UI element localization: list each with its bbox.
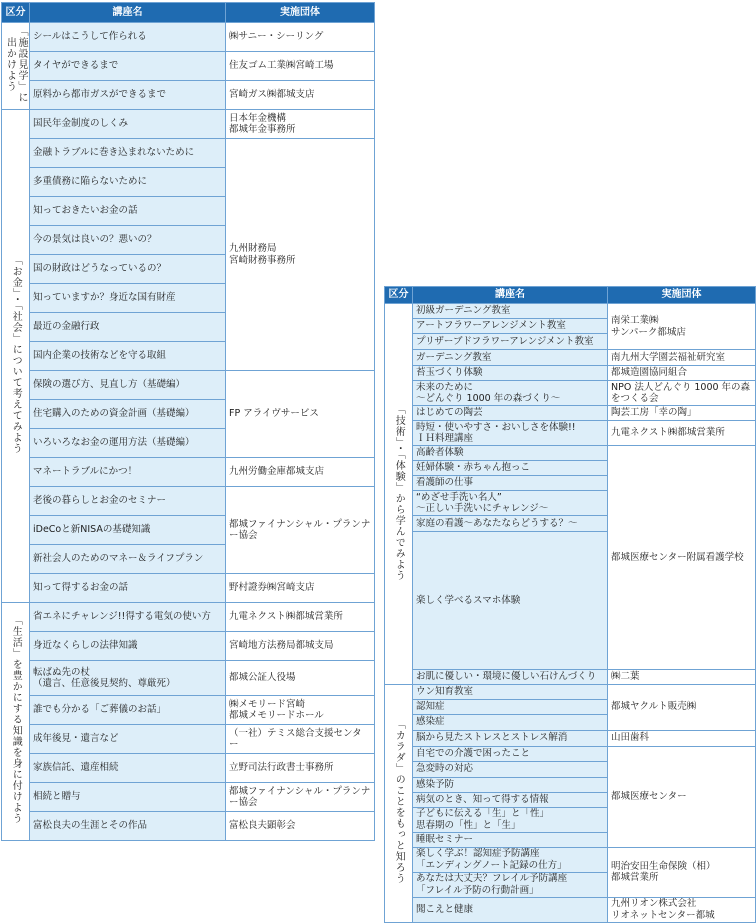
category-label-line: 「施設見学」に <box>16 25 27 103</box>
category-label <box>4 26 27 103</box>
organization-cell: 九州リオン株式会社 リオネットセンター都城 <box>608 897 756 922</box>
table-row <box>385 746 756 761</box>
header-course: 講座名 <box>413 287 608 304</box>
course-name-cell: 家庭の看護～あなたならどうする？～ <box>413 516 608 532</box>
category-label <box>10 255 22 454</box>
course-name-cell: 最近の金融行政 <box>30 313 226 342</box>
course-name-cell: はじめての陶芸 <box>413 406 608 421</box>
course-name-cell: 脳から見たストレスとストレス解消 <box>413 730 608 746</box>
organization-cell: 都城ファイナンシャル・プランナー協会 <box>226 783 375 812</box>
category-cell <box>2 603 30 841</box>
header-category: 区分 <box>385 287 413 304</box>
table-row <box>385 730 756 746</box>
course-name-cell: いろいろなお金の運用方法（基礎編） <box>30 429 226 458</box>
organization-cell: 九電ネクスト㈱都城営業所 <box>608 421 756 446</box>
course-name-cell: マネートラブルにかつ！ <box>30 458 226 487</box>
course-name-cell: iDeCoと新NISAの基礎知識 <box>30 516 226 545</box>
table-row <box>2 725 375 754</box>
course-name-cell: 富松良夫の生涯とその作品 <box>30 812 226 841</box>
category-cell <box>385 684 413 922</box>
organization-cell: FP アライヴサービス <box>226 371 375 458</box>
organization-cell: ㈱二葉 <box>608 669 756 684</box>
organization-cell: 野村證券㈱宮崎支店 <box>226 574 375 603</box>
table-row <box>2 81 375 110</box>
table-row <box>2 632 375 661</box>
organization-cell: 日本年金機構 都城年金事務所 <box>226 110 375 139</box>
course-name-cell: 感染予防 <box>413 777 608 792</box>
course-name-cell: 感染症 <box>413 714 608 730</box>
course-name-cell: 誰でも分かる「ご葬儀のお話」 <box>30 696 226 725</box>
course-name-cell: お肌に優しい・環境に優しい石けんづくり <box>413 669 608 684</box>
right-course-table <box>384 286 756 923</box>
header-category: 区分 <box>2 3 30 23</box>
category-label-line: 「生活」を豊かにする知識を身に付けよう <box>10 615 22 825</box>
organization-cell: 南九州大学園芸福祉研究室 <box>608 350 756 366</box>
organization-cell: 南栄工業㈱ サンパーク都城店 <box>608 304 756 350</box>
organization-cell: 九州財務局 宮崎財務事務所 <box>226 139 375 371</box>
course-name-cell: 保険の選び方、見直し方（基礎編） <box>30 371 226 400</box>
course-name-cell: シールはこうして作られる <box>30 23 226 52</box>
table-row <box>385 304 756 319</box>
table-row <box>2 139 375 168</box>
category-cell <box>2 110 30 603</box>
table-row <box>385 847 756 872</box>
header-course: 講座名 <box>30 3 226 23</box>
course-name-cell: 相続と贈与 <box>30 783 226 812</box>
organization-cell: 宮崎地方法務局都城支局 <box>226 632 375 661</box>
organization-cell: 富松良夫顕彰会 <box>226 812 375 841</box>
header-org: 実施団体 <box>226 3 375 23</box>
category-label <box>393 404 405 581</box>
table-row <box>2 110 375 139</box>
course-name-cell: 老後の暮らしとお金のセミナー <box>30 487 226 516</box>
organization-cell: 陶芸工房「幸の陶」 <box>608 406 756 421</box>
table-row <box>385 381 756 406</box>
course-name-cell: 国の財政はどうなっているの？ <box>30 255 226 284</box>
course-name-cell: アートフラワーアレンジメント教室 <box>413 319 608 334</box>
organization-cell: 都城公証人役場 <box>226 661 375 696</box>
course-name-cell: 成年後見・遺言など <box>30 725 226 754</box>
organization-cell: 九電ネクスト㈱都城営業所 <box>226 603 375 632</box>
course-name-cell: 初級ガーデニング教室 <box>413 304 608 319</box>
organization-cell: 都城ヤクルト販売㈱ <box>608 684 756 730</box>
category-label-line: 「技術」・「体験」から学んでみよう <box>393 403 405 581</box>
course-name-cell: 楽しく学ぶ！認知症予防講座 「エンディングノート記録の仕方」 <box>413 847 608 872</box>
organization-cell: NPO 法人どんぐり 1000 年の森をつくる会 <box>608 381 756 406</box>
table-row <box>2 754 375 783</box>
table-row <box>385 421 756 446</box>
course-name-cell: 時短・使いやすさ・おいしさを体験!! ＩＨ料理講座 <box>413 421 608 446</box>
organization-cell: 都城ファイナンシャル・プランナー協会 <box>226 487 375 574</box>
organization-cell: ㈱メモリード宮崎 都城メモリードホール <box>226 696 375 725</box>
course-name-cell: 病気のとき、知って得する情報 <box>413 792 608 807</box>
organization-cell: 九州労働金庫都城支店 <box>226 458 375 487</box>
table-row <box>2 574 375 603</box>
table-row <box>385 366 756 381</box>
table-row <box>2 603 375 632</box>
category-cell <box>385 304 413 685</box>
course-name-cell: 新社会人のためのマネー＆ライフプラン <box>30 545 226 574</box>
course-name-cell: タイヤができるまで <box>30 52 226 81</box>
organization-cell: （一社）テミス総合支援センター <box>226 725 375 754</box>
table-row <box>2 812 375 841</box>
table-row <box>2 487 375 516</box>
organization-cell: 都城医療センター附属看護学校 <box>608 446 756 670</box>
table-row <box>385 350 756 366</box>
organization-cell: 山田歯科 <box>608 730 756 746</box>
course-name-cell: 急変時の対応 <box>413 761 608 777</box>
organization-cell: 都城医療センター <box>608 746 756 847</box>
table-row <box>2 371 375 400</box>
course-name-cell: 住宅購入のための資金計画（基礎編） <box>30 400 226 429</box>
organization-cell: 住友ゴム工業㈱宮崎工場 <box>226 52 375 81</box>
course-name-cell: 身近なくらしの法律知識 <box>30 632 226 661</box>
table-row <box>2 661 375 696</box>
course-name-cell: 多重債務に陥らないために <box>30 168 226 197</box>
category-label-line: 「カラダ」のことをもっと知ろう <box>393 718 405 884</box>
course-name-cell: 聞こえと健康 <box>413 897 608 922</box>
course-name-cell: 妊婦体験・赤ちゃん抱っこ <box>413 461 608 476</box>
table-row <box>385 446 756 461</box>
course-name-cell: 子どもに伝える「生」と「性」 思春期の「性」と「生」 <box>413 807 608 832</box>
table-row <box>2 458 375 487</box>
course-name-cell: 苔玉づくり体験 <box>413 366 608 381</box>
table-row <box>2 696 375 725</box>
category-cell <box>2 23 30 110</box>
category-label-line: 出かけよう <box>4 36 16 92</box>
course-name-cell: 今の景気は良いの？悪いの？ <box>30 226 226 255</box>
course-name-cell: 知って得するお金の話 <box>30 574 226 603</box>
course-name-cell: 看護師の仕事 <box>413 476 608 491</box>
table-row <box>385 406 756 421</box>
category-label <box>393 719 405 884</box>
organization-cell: 都城造園協同組合 <box>608 366 756 381</box>
organization-cell: ㈱サニー・シーリング <box>226 23 375 52</box>
course-name-cell: 睡眠セミナー <box>413 832 608 847</box>
course-name-cell: 自宅での介護で困ったこと <box>413 746 608 761</box>
table-row <box>2 783 375 812</box>
course-name-cell: “めざせ手洗い名人” ～正しい手洗いにチャレンジ～ <box>413 491 608 516</box>
course-name-cell: 認知症 <box>413 699 608 714</box>
course-name-cell: 転ばぬ先の杖 （遺言、任意後見契約、尊厳死） <box>30 661 226 696</box>
table-row <box>385 669 756 684</box>
course-name-cell: 金融トラブルに巻き込まれないために <box>30 139 226 168</box>
course-name-cell: 未来のために ～どんぐり 1000 年の森づくり～ <box>413 381 608 406</box>
header-org: 実施団体 <box>608 287 756 304</box>
course-name-cell: 知っておきたいお金の話 <box>30 197 226 226</box>
course-name-cell: 知っていますか？身近な国有財産 <box>30 284 226 313</box>
organization-cell: 宮崎ガス㈱都城支店 <box>226 81 375 110</box>
course-name-cell: 高齢者体験 <box>413 446 608 461</box>
course-name-cell: 省エネにチャレンジ!!得する電気の使い方 <box>30 603 226 632</box>
left-course-table <box>1 2 375 841</box>
course-name-cell: 原料から都市ガスができるまで <box>30 81 226 110</box>
table-row <box>2 23 375 52</box>
course-name-cell: あなたは大丈夫？フレイル予防講座 「フレイル予防の行動計画」 <box>413 872 608 897</box>
course-name-cell: 国民年金制度のしくみ <box>30 110 226 139</box>
table-row <box>385 897 756 922</box>
category-label-line: 「お金」・「社会」について考えてみよう <box>10 254 22 454</box>
course-name-cell: 家族信託、遺産相続 <box>30 754 226 783</box>
organization-cell: 明治安田生命保険（相） 都城営業所 <box>608 847 756 897</box>
course-name-cell: プリザーブドフラワーアレンジメント教室 <box>413 334 608 350</box>
course-name-cell: ウン知育教室 <box>413 684 608 699</box>
table-row <box>2 52 375 81</box>
course-name-cell: 楽しく学べるスマホ体験 <box>413 532 608 670</box>
course-name-cell: 国内企業の技術などを守る取組 <box>30 342 226 371</box>
organization-cell: 立野司法行政書士事務所 <box>226 754 375 783</box>
table-row <box>385 684 756 699</box>
category-label <box>10 615 22 824</box>
course-name-cell: ガーデニング教室 <box>413 350 608 366</box>
